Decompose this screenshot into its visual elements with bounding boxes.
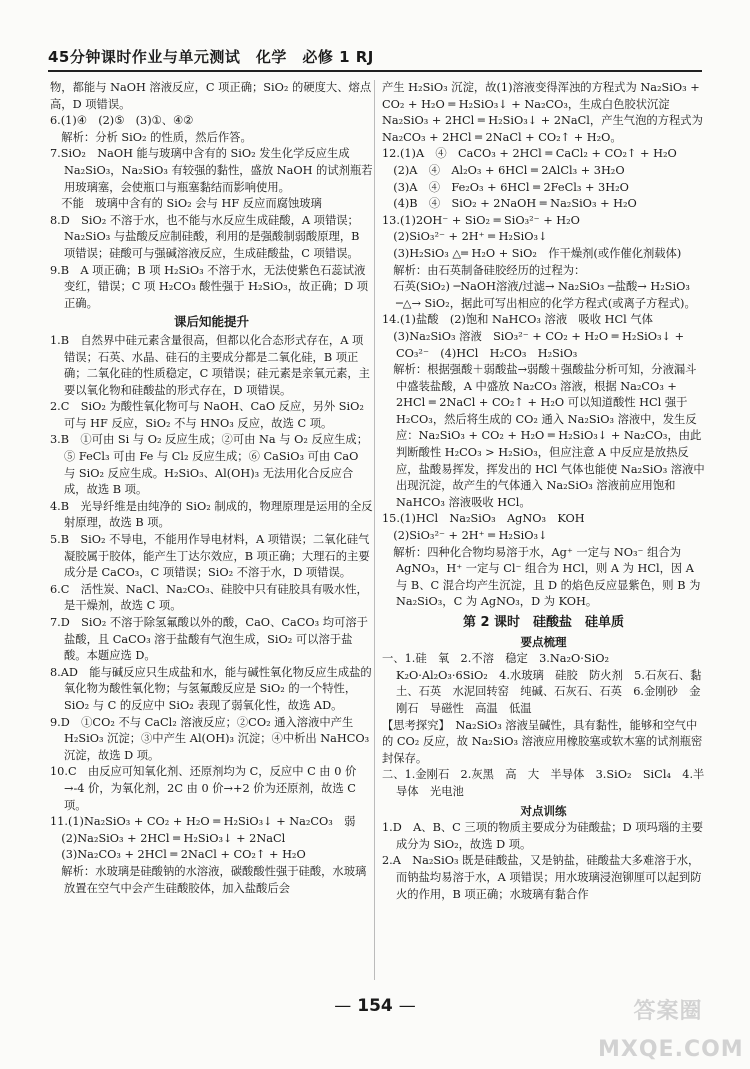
column-divider bbox=[374, 80, 375, 980]
answer-paragraph: (2)Na₂SiO₃ + 2HCl ═ H₂SiO₃↓ + 2NaCl bbox=[50, 831, 286, 845]
header-title: 45分钟课时作业与单元测试 化学 必修 1 RJ bbox=[48, 48, 374, 66]
answer-paragraph: 9.D ①CO₂ 不与 CaCl₂ 溶液反应；②CO₂ 通入溶液中产生 H₂SiO₃ 沉淀；③中产生 Al(OH)₃ 沉淀；④中析出 NaHCO₃ 沉淀，故选 D 项。 bbox=[50, 715, 370, 762]
answer-paragraph: 14.(1)盐酸 (2)饱和 NaHCO₃ 溶液 吸收 HCl 气体 bbox=[382, 313, 653, 327]
answer-paragraph: 解析：四种化合物均易溶于水，Ag⁺ 一定与 NO₃⁻ 组合为 AgNO₃，H⁺ 一定与 Cl⁻ 组合为 HCl，则 A 为 HCl，因 A 与 B、C 混合均产生沉淀，且 D 的焰色反应显紫色，则 B 为 Na₂SiO₃，C 为 AgNO₃，D 为 KOH。 bbox=[382, 545, 701, 609]
answer-paragraph: 8.AD 能与碱反应只生成盐和水，能与碱性氧化物反应生成盐的氧化物为酸性氧化物；与氢氟酸反应是 SiO₂ 的一个特性，SiO₂ 与 C 的反应中 SiO₂ 表现了弱氧化性，故选 AD。 bbox=[50, 665, 372, 712]
answer-paragraph: 12.(1)A ④ CaCO₃ + 2HCl ═ CaCl₂ + CO₂↑ + H₂O bbox=[382, 147, 677, 161]
answer-paragraph: 2.C SiO₂ 为酸性氧化物可与 NaOH、CaO 反应，另外 SiO₂ 可与 HF 反应，SiO₂ 不与 HNO₃ 反应，故选 C 项。 bbox=[50, 400, 364, 430]
answer-paragraph: 解析：由石英制备硅胶经历的过程为： bbox=[382, 263, 586, 277]
answer-paragraph: (3)H₂SiO₃ △═ H₂O + SiO₂ 作干燥剂(或作催化剂载体) bbox=[382, 246, 682, 260]
answer-paragraph: (2)SiO₃²⁻ + 2H⁺ ═ H₂SiO₃↓ bbox=[382, 529, 548, 543]
right-column bbox=[382, 80, 705, 980]
watermark-logo: 答案圈 MXQE.COM bbox=[598, 999, 744, 1062]
answer-paragraph: 2.A Na₂SiO₃ 既是硅酸盐，又是钠盐，硅酸盐大多难溶于水，而钠盐均易溶于水，A 项错误；用水玻璃浸泡铆厘可以起到防火的作用，B 项正确；水玻璃有黏合作 bbox=[382, 854, 702, 901]
answer-paragraph: 15.(1)HCl Na₂SiO₃ AgNO₃ KOH bbox=[382, 512, 585, 526]
answer-paragraph: (2)A ④ Al₂O₃ + 6HCl ═ 2AlCl₃ + 3H₂O bbox=[382, 163, 625, 177]
answer-paragraph: 解析：水玻璃是硅酸钠的水溶液，碳酸酸性强于硅酸，水玻璃放置在空气中会产生硅酸胶体，加入盐酸后会 bbox=[50, 864, 367, 895]
lesson-title: 第 2 课时 硅酸盐 硅单质 bbox=[462, 615, 625, 630]
answer-paragraph: 11.(1)Na₂SiO₃ + CO₂ + H₂O ═ H₂SiO₃↓ + Na₂CO₃ 弱 bbox=[50, 815, 356, 829]
left-column bbox=[50, 80, 373, 980]
answer-paragraph: (3)Na₂CO₃ + 2HCl ═ 2NaCl + CO₂↑ + H₂O bbox=[50, 848, 306, 862]
answer-paragraph: 8.D SiO₂ 不溶于水，也不能与水反应生成硅酸，A 项错误；Na₂SiO₃ 与盐酸反应制硅酸，利用的是强酸制弱酸原理，B 项错误；硅酸可与强碱溶液反应，生成硅酸盐，C 项错误。 bbox=[50, 213, 360, 260]
answer-paragraph: 1.B 自然界中硅元素含量很高，但都以化合态形式存在，A 项错误；石英、水晶、硅石的主要成分都是二氧化硅，B 项正确；二氧化硅的性质稳定，C 项错误；硅元素是亲氧元素，主要以氧化物和硅酸盐的形式存在，D 项错误。 bbox=[50, 333, 370, 397]
answer-paragraph: 二、1.金刚石 2.灰黑 高 大 半导体 3.SiO₂ SiCl₄ 4.半导体 光电池 bbox=[382, 768, 705, 798]
answer-paragraph: (3)A ④ Fe₂O₃ + 6HCl ═ 2FeCl₃ + 3H₂O bbox=[382, 180, 629, 194]
subsection-heading: 对点训练 bbox=[520, 803, 567, 818]
answer-paragraph: 【思考探究】 Na₂SiO₃ 溶液呈碱性，具有黏性，能够和空气中的 CO₂ 反应，故 Na₂SiO₃ 溶液应用橡胶塞或软木塞的试剂瓶密封保存。 bbox=[382, 718, 703, 765]
answer-paragraph: (4)B ④ SiO₂ + 2NaOH ═ Na₂SiO₃ + H₂O bbox=[382, 197, 637, 211]
answer-paragraph: 物，都能与 NaOH 溶液反应，C 项正确；SiO₂ 的硬度大、熔点高，D 项错误。 bbox=[50, 81, 372, 111]
answer-paragraph: 6.(1)④ (2)⑤ (3)①、④② bbox=[50, 114, 194, 128]
answer-paragraph: 解析：分析 SiO₂ 的性质，然后作答。 bbox=[50, 130, 252, 144]
answer-paragraph: 石英(SiO₂) ─NaOH溶液/过滤→ Na₂SiO₃ ─盐酸→ H₂SiO₃ ─△→ SiO₂，据此可写出相应的化学方程式(或离子方程式)。 bbox=[382, 280, 696, 310]
subsection-heading: 要点梳理 bbox=[520, 634, 567, 649]
answer-paragraph: (3)Na₂SiO₃ 溶液 SiO₃²⁻ + CO₂ + H₂O ═ H₂SiO₃↓ + CO₃²⁻ (4)HCl H₂CO₃ H₂SiO₃ bbox=[382, 329, 685, 360]
section-heading: 课后知能提升 bbox=[173, 314, 249, 330]
answer-paragraph: 7.SiO₂ NaOH 能与玻璃中含有的 SiO₂ 发生化学反应生成 Na₂SiO₃，Na₂SiO₃ 有较强的黏性，盛放 NaOH 的试剂瓶若用玻璃塞，会使瓶口与瓶塞黏结而影响使用。 bbox=[50, 147, 373, 194]
answer-paragraph: (2)SiO₃²⁻ + 2H⁺ ═ H₂SiO₃↓ bbox=[382, 230, 548, 244]
answer-paragraph: 1.D A、B、C 三项的物质主要成分为硅酸盐；D 项玛瑙的主要成分为 SiO₂，故选 D 项。 bbox=[382, 821, 704, 851]
answer-paragraph: 3.B ①可由 Si 与 O₂ 反应生成；②可由 Na 与 O₂ 反应生成；⑤ FeCl₃ 可由 Fe 与 Cl₂ 反应生成；⑥ CaSiO₃ 可由 CaO 与 SiO₂ 反应生成。H₂SiO₃、Al(OH)₃ 无法用化合反应合成，故选 B 项。 bbox=[50, 433, 369, 497]
answer-paragraph: 10.C 由反应可知氧化剂、还原剂均为 C，反应中 C 由 0 价→-4 价，为氧化剂，2C 由 0 价→+2 价为还原剂，故选 C 项。 bbox=[50, 765, 357, 812]
answer-paragraph: 7.D SiO₂ 不溶于除氢氟酸以外的酸，CaO、CaCO₃ 均可溶于盐酸，且 CaCO₃ 溶于盐酸有气泡生成，SiO₂ 可以溶于盐酸。本题应选 D。 bbox=[50, 616, 368, 663]
answer-paragraph: 4.B 光导纤维是由纯净的 SiO₂ 制成的，物理原理是运用的全反射原理，故选 B 项。 bbox=[50, 499, 373, 530]
page-number: — 154 — bbox=[0, 996, 750, 1016]
answer-paragraph: 产生 H₂SiO₃ 沉淀，故(1)溶液变得浑浊的方程式为 Na₂SiO₃ + CO₂ + H₂O ═ H₂SiO₃↓ + Na₂CO₃，生成白色胶状沉淀 Na₂SiO₃ + 2HCl ═ H₂SiO₃↓ + 2NaCl，产生气泡的方程式为 Na₂CO₃ + 2HCl ═ 2NaCl + CO₂↑ + H₂O。 bbox=[382, 81, 703, 144]
answer-paragraph: 13.(1)2OH⁻ + SiO₂ ═ SiO₃²⁻ + H₂O bbox=[382, 213, 580, 227]
answer-paragraph: 6.C 活性炭、NaCl、Na₂CO₃、硅胶中只有硅胶具有吸水性，是干燥剂，故选 C 项。 bbox=[50, 582, 368, 613]
answer-paragraph: 解析：根据强酸＋弱酸盐→弱酸＋强酸盐分析可知，分液漏斗中盛装盐酸，A 中盛放 Na₂CO₃ 溶液，根据 Na₂CO₃ + 2HCl ═ 2NaCl + CO₂↑ + H₂O 可以知道酸性 HCl 强于 H₂CO₃，然后将生成的 CO₂ 通入 Na₂SiO₃ 溶液中，发生反应：Na₂SiO₃ + CO₂ + H₂O ═ H₂SiO₃↓ + Na₂CO₃，由此判断酸性 H₂CO₃ > H₂SiO₃，但应注意 A 中反应是放热反应，盐酸易挥发，挥发出的 HCl 气体也能使 Na₂SiO₃ 溶液中出现沉淀，故产生的气体通入 Na₂SiO₃ 溶液前应用饱和 NaHCO₃ 溶液吸收 HCl。 bbox=[382, 363, 705, 509]
page-header bbox=[48, 46, 702, 72]
answer-paragraph: 9.B A 项正确；B 项 H₂SiO₃ 不溶于水，无法使紫色石蕊试液变红，错误；C 项 H₂CO₃ 酸性强于 H₂SiO₃，故正确；D 项正确。 bbox=[50, 263, 369, 310]
answer-paragraph: 5.B SiO₂ 不导电，不能用作导电材料，A 项错误；二氧化硅气凝胶属于胶体，能产生丁达尔效应，B 项正确；大理石的主要成分是 CaCO₃，C 项错误；SiO₂ 不溶于水，D 项错误。 bbox=[50, 533, 370, 580]
answer-paragraph: 不能 玻璃中含有的 SiO₂ 会与 HF 反应而腐蚀玻璃 bbox=[50, 197, 322, 211]
answer-paragraph: 一、1.硅 氧 2.不溶 稳定 3.Na₂O·SiO₂ K₂O·Al₂O₃·6SiO₂ 4.水玻璃 硅胶 防火剂 5.石灰石、黏土、石英 水泥回转窑 纯碱、石灰石、石英 6.金刚砂 金刚石 导磁性 高温 低温 bbox=[382, 652, 702, 715]
